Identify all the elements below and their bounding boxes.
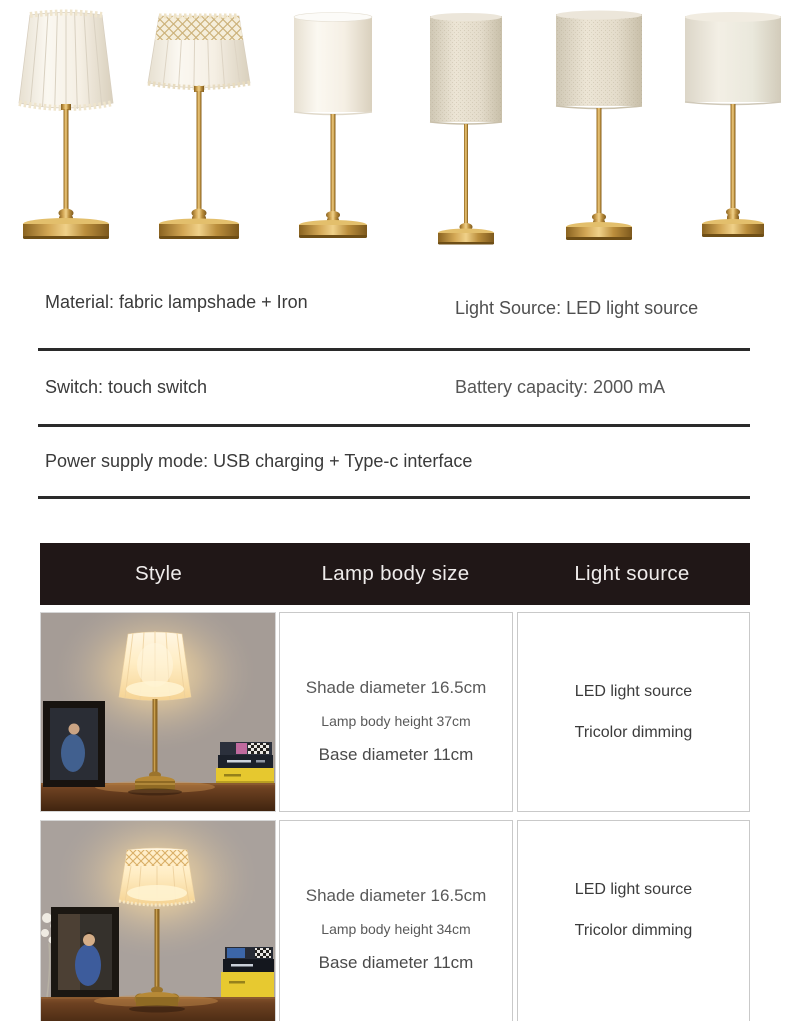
lamp-body-height: Lamp body height 34cm: [321, 920, 471, 937]
spec-material: Material: fabric lampshade + Iron: [45, 291, 308, 312]
light-cell-row1: [517, 612, 750, 812]
lamp-body-height: Lamp body height 37cm: [321, 712, 471, 729]
comparison-table: [40, 543, 750, 1021]
header-style: Style: [134, 562, 183, 585]
header-light-source: Light source: [574, 562, 690, 585]
size-cell-row1: [279, 612, 513, 812]
books: [221, 947, 274, 997]
spec-row-power: [38, 427, 750, 496]
lamp-photo-cream-drum: [667, 6, 800, 256]
picture-frame: [51, 907, 119, 997]
base-diameter: Base diameter 11cm: [318, 744, 474, 764]
lamp-photo-lace-trim-pleated: [133, 6, 266, 256]
base-diameter: Base diameter 11cm: [318, 952, 474, 972]
tricolor-dimming: Tricolor dimming: [574, 723, 693, 741]
picture-frame: [43, 701, 105, 787]
tricolor-dimming: Tricolor dimming: [574, 921, 693, 939]
lamp-photo-linen-drum: [533, 6, 666, 256]
style-photo-row2: [40, 820, 276, 1021]
size-cell-row2: [279, 820, 513, 1021]
light-cell-row2: [517, 820, 750, 1021]
lamp-photo-tall-linen-cylinder: [400, 6, 533, 256]
shade-diameter: Shade diameter 16.5cm: [305, 885, 487, 905]
header-lamp-body-size: Lamp body size: [321, 562, 470, 585]
led-light-source: LED light source: [574, 880, 693, 898]
spec-switch: Switch: touch switch: [45, 377, 208, 397]
led-light-source: LED light source: [574, 682, 693, 700]
lamp-photo-white-cylinder: [267, 6, 400, 256]
spec-power: Power supply mode: USB charging + Type-c interface: [45, 451, 473, 471]
books: [216, 742, 274, 783]
lamp-photo-pleated-tapered: [0, 6, 133, 256]
spec-light-source: Light Source: LED light source: [455, 297, 699, 318]
divider-rule: [38, 496, 750, 499]
spec-row-material: [38, 256, 750, 348]
spec-battery: Battery capacity: 2000 mA: [455, 377, 666, 397]
table-header: [40, 543, 750, 605]
shade-diameter: Shade diameter 16.5cm: [305, 677, 487, 697]
table-row: [40, 612, 750, 812]
lamp-gallery: [0, 0, 800, 256]
spec-row-switch: [38, 351, 750, 424]
style-photo-row1: [40, 612, 276, 812]
table-row: [40, 820, 750, 1021]
spec-section: [38, 256, 750, 499]
